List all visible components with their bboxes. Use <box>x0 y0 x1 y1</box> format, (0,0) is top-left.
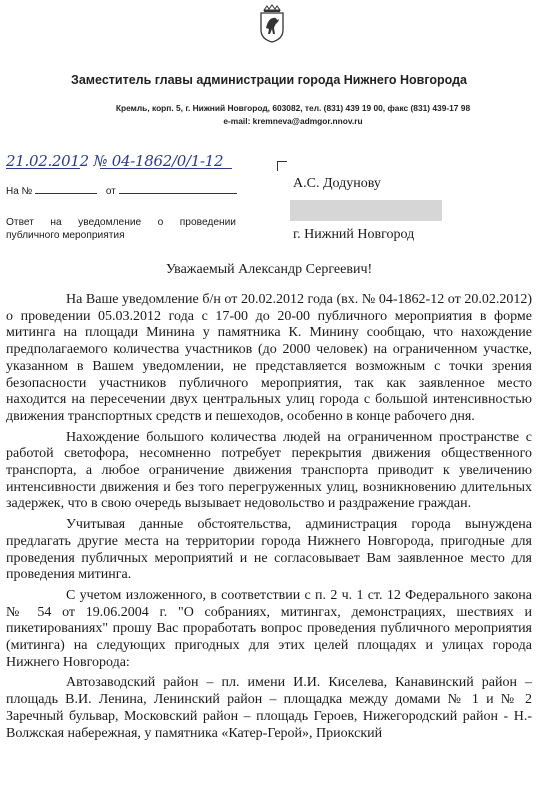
address-line: Кремль, корп. 5, г. Нижний Новгород, 603082, тел. (831) 439 19 00, факс (831) 439-17 98 <box>115 103 471 113</box>
recipient-city: г. Нижний Новгород <box>293 227 415 242</box>
city-coat-of-arms-icon <box>257 4 287 44</box>
reply-from-label: от <box>105 186 116 197</box>
number-underline <box>100 168 232 169</box>
reply-reference <box>6 184 237 197</box>
body-paragraph: Учитывая данные обстоятельства, администрация города вынуждена предлагать другие места на территории города Нижнего Новгорода, пригодные для проведения публичных мероприятий и не согласовывает Вам заявленное место для проведения митинга. <box>6 517 532 583</box>
address-corner-mark <box>277 161 287 171</box>
body-paragraph: Автозаводский район – пл. имени И.И. Киселева, Канавинский район – площадь В.И. Ленина, Ленинский район – площадка между домами № 1 и № 2 Заречный бульвар, Московский район – площадь Героев, Нижегородский район - Н.-Волжская набережная, у памятника «Катер-Герой», Приокский <box>6 675 532 741</box>
date-underline <box>6 168 80 169</box>
registration-handwritten: 21.02.2012 № 04-1862/0/1-12 <box>6 152 224 170</box>
greeting: Уважаемый Александр Сергеевич! <box>165 262 373 277</box>
org-name: Заместитель главы администрации города Нижнего Новгорода <box>71 73 467 87</box>
letter-body <box>6 292 532 746</box>
email-line: e-mail: kremneva@admgor.nnov.ru <box>223 116 363 126</box>
body-paragraph: Нахождение большого количества людей на ограниченном пространстве с работой светофора, несомненно потребует перекрытия движения общественного транспорта, а любое ограничение движения транспорта приводит к увеличению интенсивности движения и без того перегруженных улиц, возникновению длительных задержек, что в свою очередь вызывает недовольство и раздражение граждан. <box>6 429 532 512</box>
body-paragraph: С учетом изложенного, в соответствии с п. 2 ч. 1 ст. 12 Федерального закона № 54 от 19.06.2004 г. "О собраниях, митингах, демонстрациях, шествиях и пикетированиях" прошу Вас проработать вопрос проведения публичного мероприятия (митинга) на следующих пригодных для этих целей площадях и улицах города Нижнего Новгорода: <box>6 587 532 670</box>
letter-subject: Ответ на уведомление о проведении публичного мероприятия <box>6 217 236 241</box>
reply-from-blank <box>119 184 237 194</box>
reply-no-blank <box>35 184 97 194</box>
recipient-name: А.С. Додунову <box>293 176 381 191</box>
reply-no-label: На № <box>6 186 33 197</box>
body-paragraph: На Ваше уведомление б/н от 20.02.2012 года (вх. № 04-1862-12 от 20.02.2012) о проведении 05.03.2012 года с 17-00 до 20-00 публичного мероприятия в форме митинга на площади Минина у памятника К. Минину сообщаю, что нахождение предполагаемого количества участников (до 2000 человек) на ограниченном участке, указанном в Вашем уведомлении, не представляется возможным с точки зрения безопасности участников публичного мероприятия, так как заявленное место находится на пересечении двух центральных улиц города с большой интенсивностью движения транспортных средств и пешеходов, особенно в конце рабочего дня. <box>6 292 532 424</box>
redacted-address <box>290 200 442 221</box>
